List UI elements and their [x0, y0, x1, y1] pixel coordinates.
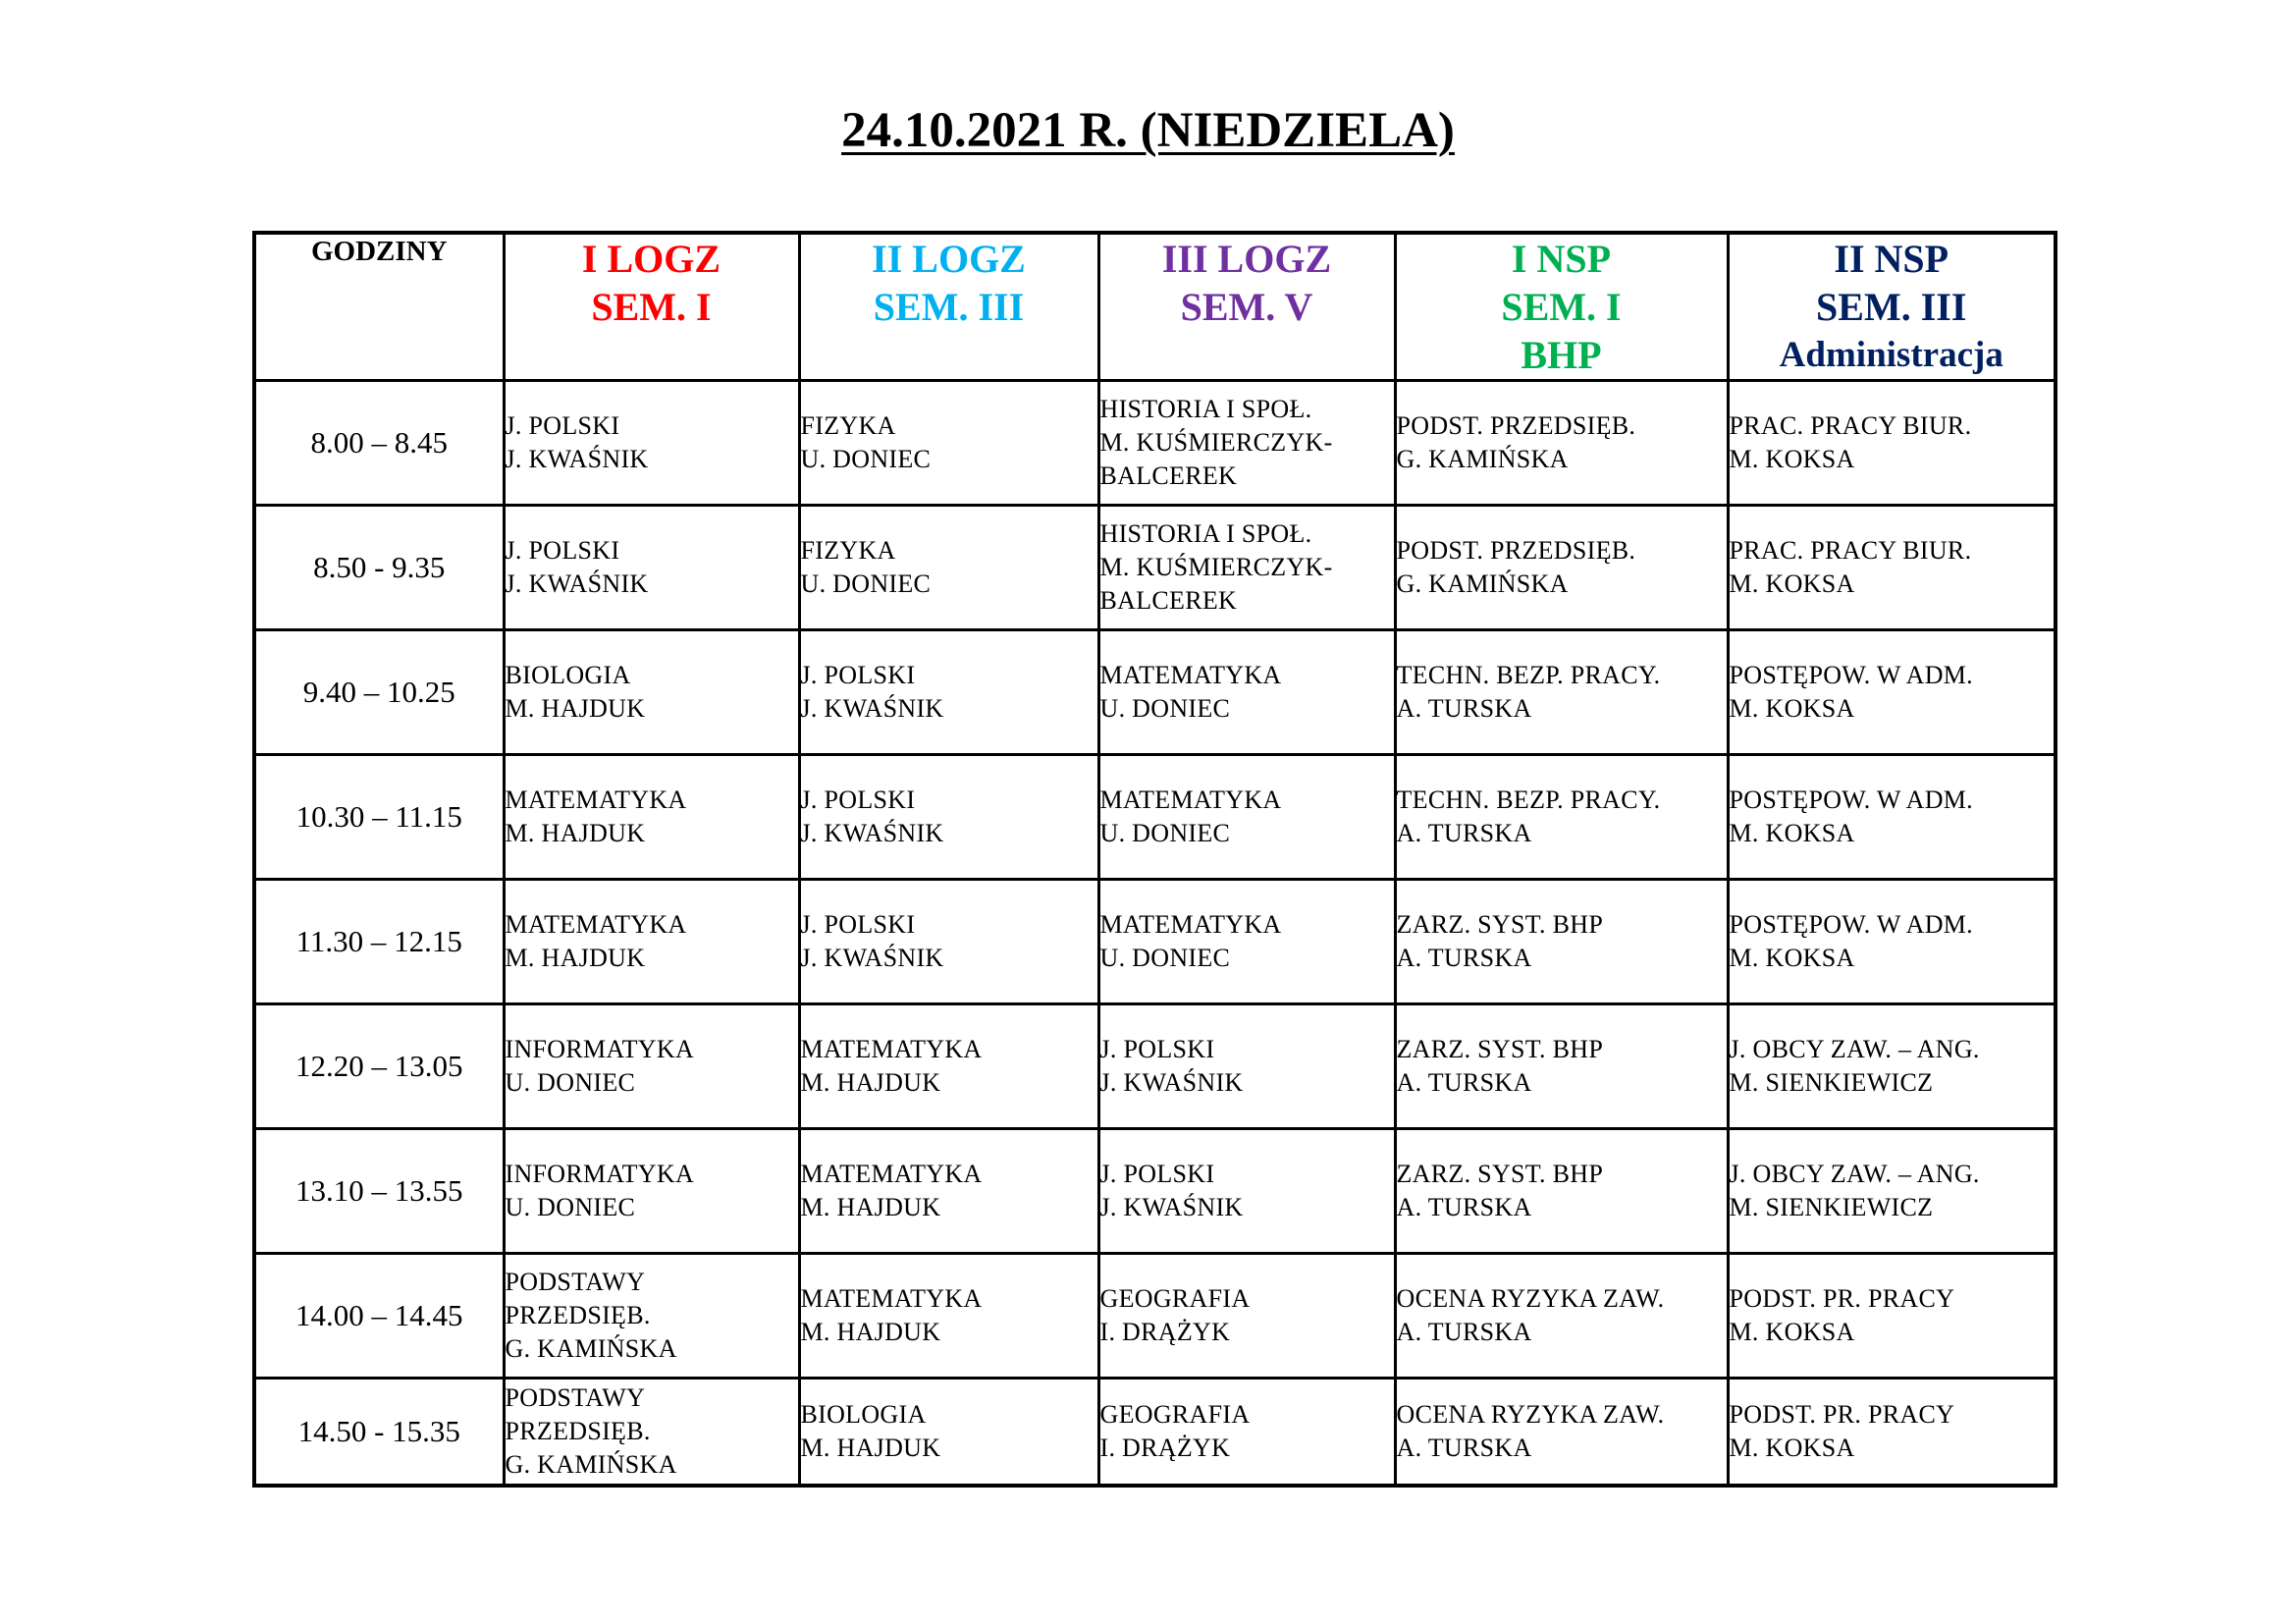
lesson-cell: [504, 1379, 799, 1487]
lesson-cell: [1728, 1129, 2056, 1254]
page-title: 24.10.2021 R. (NIEDZIELA): [841, 103, 1455, 158]
hour-cell: 9.40 – 10.25: [254, 630, 504, 755]
lesson-cell: [1098, 630, 1395, 755]
subject-text: M. KUŚMIERCZYK-: [1099, 428, 1333, 457]
subject-text: MATEMATYKA: [800, 1035, 983, 1063]
teacher-name: M. KOKSA: [1729, 569, 1855, 598]
subject-text: J. POLSKI: [800, 910, 916, 939]
lesson-cell: [504, 630, 799, 755]
subject-text: J. POLSKI: [800, 661, 916, 689]
table-row: [254, 1379, 2056, 1487]
subject-text: HISTORIA I SPOŁ.: [1099, 519, 1312, 548]
subject-text: OCENA RYZYKA ZAW.: [1396, 1284, 1665, 1313]
schedule-body: [254, 381, 2056, 1487]
lesson-cell: [1098, 755, 1395, 880]
subject-text: POSTĘPOW. W ADM.: [1729, 785, 1973, 814]
column-header-line: SEM. V: [1180, 285, 1313, 329]
hour-cell: 12.20 – 13.05: [254, 1004, 504, 1129]
column-header-group: [504, 233, 799, 381]
subject-text: MATEMATYKA: [1099, 910, 1282, 939]
subject-text: J. POLSKI: [505, 411, 620, 440]
column-header-line: I NSP: [1511, 237, 1612, 281]
teacher-name: A. TURSKA: [1396, 1068, 1532, 1097]
lesson-cell: [1395, 1379, 1728, 1487]
subject-text: MATEMATYKA: [1099, 661, 1282, 689]
hour-cell: 11.30 – 12.15: [254, 880, 504, 1004]
table-row: [254, 630, 2056, 755]
lesson-cell: [1098, 880, 1395, 1004]
subject-text: J. POLSKI: [505, 536, 620, 565]
column-header-group: [1728, 233, 2056, 381]
subject-text: INFORMATYKA: [505, 1035, 695, 1063]
lesson-cell: [1098, 381, 1395, 506]
teacher-name: M. KOKSA: [1729, 944, 1855, 972]
column-header-line: SEM. III: [873, 285, 1025, 329]
teacher-name: A. TURSKA: [1396, 1193, 1532, 1221]
lesson-cell: [1395, 1254, 1728, 1379]
lesson-cell: [1395, 1004, 1728, 1129]
lesson-cell: [504, 1254, 799, 1379]
table-row: [254, 1004, 2056, 1129]
teacher-name: M. KOKSA: [1729, 1318, 1855, 1346]
subject-text: PRZEDSIĘB.: [505, 1301, 651, 1329]
lesson-cell: [799, 381, 1098, 506]
subject-text: PRAC. PRACY BIUR.: [1729, 536, 1972, 565]
subject-text: FIZYKA: [800, 411, 896, 440]
subject-text: ZARZ. SYST. BHP: [1396, 910, 1604, 939]
hour-cell: 10.30 – 11.15: [254, 755, 504, 880]
lesson-cell: [799, 1379, 1098, 1487]
table-row: [254, 880, 2056, 1004]
teacher-name: U. DONIEC: [1099, 819, 1231, 847]
subject-text: TECHN. BEZP. PRACY.: [1396, 661, 1661, 689]
subject-text: PODSTAWY: [505, 1383, 646, 1412]
subject-text: PODSTAWY: [505, 1268, 646, 1296]
schedule-table: [252, 231, 2057, 1488]
teacher-name: J. KWAŚNIK: [1099, 1068, 1244, 1097]
lesson-cell: [799, 630, 1098, 755]
subject-text: PODST. PR. PRACY: [1729, 1400, 1955, 1429]
lesson-cell: [1395, 381, 1728, 506]
teacher-name: A. TURSKA: [1396, 944, 1532, 972]
teacher-name: M. HAJDUK: [505, 694, 646, 723]
column-header-line: II NSP: [1834, 237, 1949, 281]
column-header-line: SEM. I: [1501, 285, 1622, 329]
lesson-cell: [799, 1004, 1098, 1129]
lesson-cell: [1728, 880, 2056, 1004]
teacher-name: G. KAMIŃSKA: [1396, 445, 1569, 473]
teacher-name: M. KOKSA: [1729, 445, 1855, 473]
lesson-cell: [799, 880, 1098, 1004]
table-row: [254, 1254, 2056, 1379]
teacher-name: M. HAJDUK: [505, 944, 646, 972]
subject-text: PODST. PR. PRACY: [1729, 1284, 1955, 1313]
subject-text: GEOGRAFIA: [1099, 1400, 1251, 1429]
lesson-cell: [799, 755, 1098, 880]
lesson-cell: [799, 506, 1098, 630]
subject-text: GEOGRAFIA: [1099, 1284, 1251, 1313]
column-header-line: BHP: [1521, 333, 1602, 377]
column-header-line: SEM. III: [1816, 285, 1967, 329]
hour-cell: 14.00 – 14.45: [254, 1254, 504, 1379]
teacher-name: U. DONIEC: [505, 1193, 636, 1221]
subject-text: MATEMATYKA: [800, 1284, 983, 1313]
teacher-name: U. DONIEC: [800, 445, 932, 473]
teacher-name: BALCEREK: [1099, 586, 1238, 615]
hour-cell: 8.00 – 8.45: [254, 381, 504, 506]
subject-text: PODST. PRZEDSIĘB.: [1396, 411, 1636, 440]
subject-text: FIZYKA: [800, 536, 896, 565]
lesson-cell: [504, 506, 799, 630]
lesson-cell: [504, 880, 799, 1004]
subject-text: MATEMATYKA: [505, 785, 687, 814]
lesson-cell: [1728, 381, 2056, 506]
column-header-line: Administracja: [1779, 335, 2003, 375]
subject-text: J. POLSKI: [1099, 1035, 1215, 1063]
hour-cell: 13.10 – 13.55: [254, 1129, 504, 1254]
teacher-name: J. KWAŚNIK: [800, 944, 944, 972]
subject-text: J. OBCY ZAW. – ANG.: [1729, 1035, 1980, 1063]
teacher-name: U. DONIEC: [505, 1068, 636, 1097]
column-header-line: III LOGZ: [1161, 237, 1332, 281]
lesson-cell: [1395, 1129, 1728, 1254]
subject-text: PRAC. PRACY BIUR.: [1729, 411, 1972, 440]
subject-text: PODST. PRZEDSIĘB.: [1396, 536, 1636, 565]
teacher-name: U. DONIEC: [800, 569, 932, 598]
subject-text: POSTĘPOW. W ADM.: [1729, 661, 1973, 689]
column-header-line: SEM. I: [591, 285, 712, 329]
subject-text: ZARZ. SYST. BHP: [1396, 1035, 1604, 1063]
column-header-line: GODZINY: [310, 236, 448, 267]
column-header-group: [799, 233, 1098, 381]
subject-text: POSTĘPOW. W ADM.: [1729, 910, 1973, 939]
subject-text: HISTORIA I SPOŁ.: [1099, 395, 1312, 423]
subject-text: OCENA RYZYKA ZAW.: [1396, 1400, 1665, 1429]
teacher-name: U. DONIEC: [1099, 694, 1231, 723]
teacher-name: G. KAMIŃSKA: [505, 1450, 677, 1479]
subject-text: TECHN. BEZP. PRACY.: [1396, 785, 1661, 814]
teacher-name: U. DONIEC: [1099, 944, 1231, 972]
subject-text: ZARZ. SYST. BHP: [1396, 1160, 1604, 1188]
lesson-cell: [504, 1004, 799, 1129]
teacher-name: J. KWAŚNIK: [1099, 1193, 1244, 1221]
lesson-cell: [1728, 506, 2056, 630]
subject-text: MATEMATYKA: [1099, 785, 1282, 814]
column-header-hours: [254, 233, 504, 381]
lesson-cell: [1098, 1004, 1395, 1129]
teacher-name: M. SIENKIEWICZ: [1729, 1068, 1934, 1097]
lesson-cell: [1395, 630, 1728, 755]
lesson-cell: [1098, 1254, 1395, 1379]
teacher-name: J. KWAŚNIK: [505, 445, 649, 473]
teacher-name: A. TURSKA: [1396, 1434, 1532, 1462]
subject-text: J. POLSKI: [1099, 1160, 1215, 1188]
teacher-name: J. KWAŚNIK: [800, 694, 944, 723]
teacher-name: M. HAJDUK: [505, 819, 646, 847]
teacher-name: A. TURSKA: [1396, 819, 1532, 847]
teacher-name: M. HAJDUK: [800, 1193, 941, 1221]
lesson-cell: [1728, 1254, 2056, 1379]
lesson-cell: [1728, 1379, 2056, 1487]
column-header-group: [1098, 233, 1395, 381]
teacher-name: I. DRĄŻYK: [1099, 1318, 1231, 1346]
lesson-cell: [1728, 630, 2056, 755]
lesson-cell: [1098, 1129, 1395, 1254]
lesson-cell: [1395, 880, 1728, 1004]
teacher-name: M. KOKSA: [1729, 1434, 1855, 1462]
lesson-cell: [1728, 755, 2056, 880]
subject-text: BIOLOGIA: [505, 661, 631, 689]
lesson-cell: [504, 381, 799, 506]
teacher-name: A. TURSKA: [1396, 1318, 1532, 1346]
teacher-name: G. KAMIŃSKA: [505, 1334, 677, 1363]
lesson-cell: [504, 1129, 799, 1254]
table-row: [254, 755, 2056, 880]
teacher-name: M. KOKSA: [1729, 694, 1855, 723]
subject-text: BIOLOGIA: [800, 1400, 927, 1429]
teacher-name: M. SIENKIEWICZ: [1729, 1193, 1934, 1221]
teacher-name: M. HAJDUK: [800, 1434, 941, 1462]
lesson-cell: [1728, 1004, 2056, 1129]
subject-text: PRZEDSIĘB.: [505, 1417, 651, 1445]
subject-text: MATEMATYKA: [505, 910, 687, 939]
teacher-name: BALCEREK: [1099, 461, 1238, 490]
column-header-line: II LOGZ: [872, 237, 1026, 281]
teacher-name: J. KWAŚNIK: [800, 819, 944, 847]
lesson-cell: [799, 1129, 1098, 1254]
lesson-cell: [504, 755, 799, 880]
header-row: [254, 233, 2056, 381]
lesson-cell: [1395, 755, 1728, 880]
lesson-cell: [799, 1254, 1098, 1379]
lesson-cell: [1098, 1379, 1395, 1487]
subject-text: J. POLSKI: [800, 785, 916, 814]
table-row: [254, 1129, 2056, 1254]
teacher-name: A. TURSKA: [1396, 694, 1532, 723]
subject-text: J. OBCY ZAW. – ANG.: [1729, 1160, 1980, 1188]
teacher-name: G. KAMIŃSKA: [1396, 569, 1569, 598]
subject-text: M. KUŚMIERCZYK-: [1099, 553, 1333, 581]
table-row: [254, 506, 2056, 630]
table-row: [254, 381, 2056, 506]
hour-cell: 14.50 - 15.35: [254, 1379, 504, 1487]
subject-text: MATEMATYKA: [800, 1160, 983, 1188]
teacher-name: I. DRĄŻYK: [1099, 1434, 1231, 1462]
teacher-name: M. HAJDUK: [800, 1318, 941, 1346]
subject-text: INFORMATYKA: [505, 1160, 695, 1188]
teacher-name: M. HAJDUK: [800, 1068, 941, 1097]
hour-cell: 8.50 - 9.35: [254, 506, 504, 630]
lesson-cell: [1395, 506, 1728, 630]
teacher-name: J. KWAŚNIK: [505, 569, 649, 598]
lesson-cell: [1098, 506, 1395, 630]
teacher-name: M. KOKSA: [1729, 819, 1855, 847]
column-header-line: I LOGZ: [581, 237, 721, 281]
column-header-group: [1395, 233, 1728, 381]
